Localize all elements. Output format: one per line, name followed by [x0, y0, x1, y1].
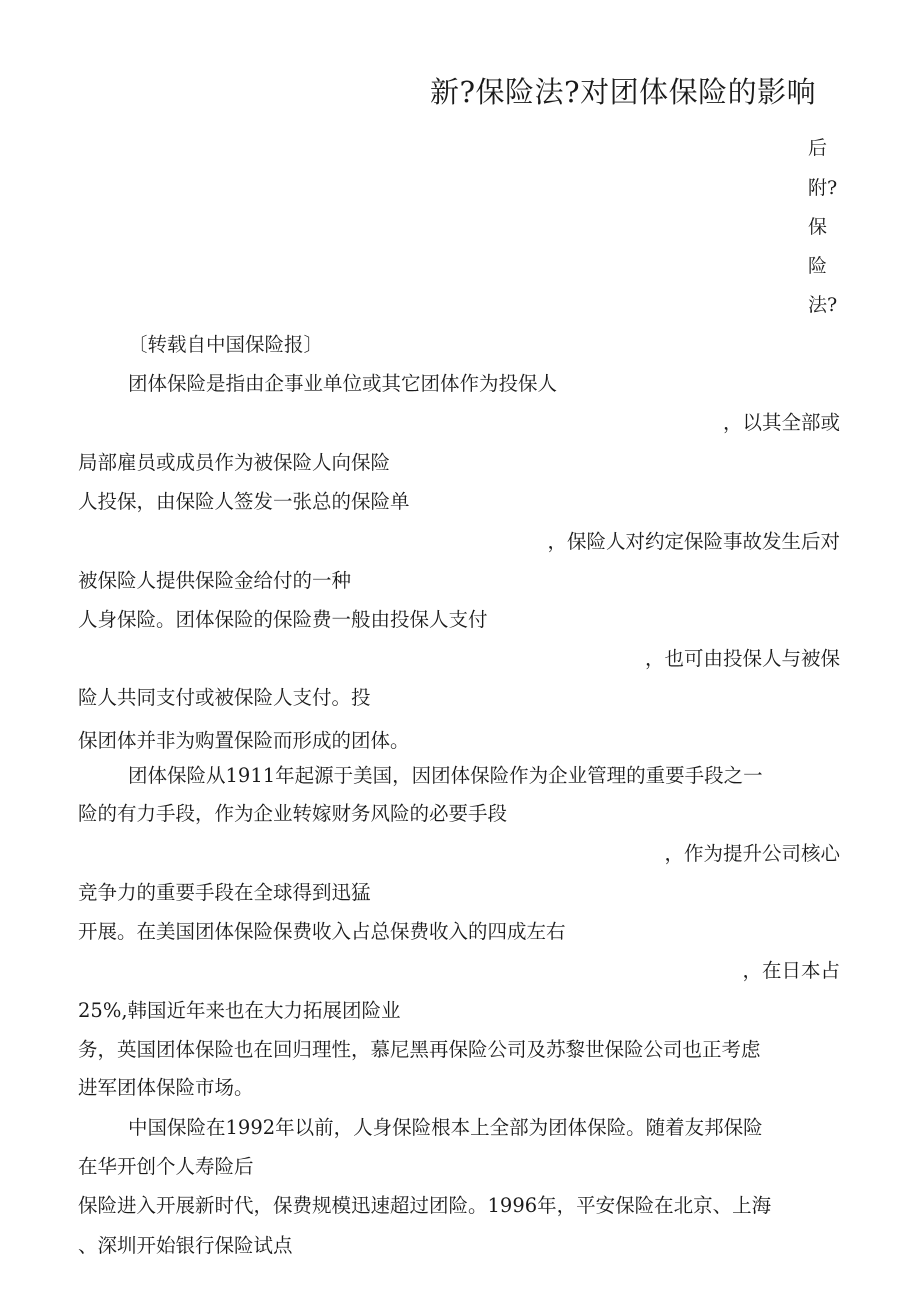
- paragraph-line: 在华开创个人寿险后: [78, 1155, 254, 1178]
- paragraph-line: 团体保险从1911年起源于美国，因团体保险作为企业管理的重要手段之一: [128, 764, 763, 787]
- source-note: 〔转载自中国保险报〕: [128, 333, 324, 356]
- paragraph-line: 竞争力的重要手段在全球得到迅猛: [78, 881, 371, 904]
- side-vertical-char: 保: [808, 216, 828, 238]
- paragraph-line: ，作为提升公司核心: [664, 842, 840, 865]
- document-title: 新?保险法?对团体保险的影响: [430, 75, 817, 109]
- paragraph-line: ，以其全部或: [722, 411, 840, 434]
- paragraph-line: 保团体并非为购置保险而形成的团体。: [78, 729, 410, 752]
- paragraph-line: 开展。在美国团体保险保费收入占总保费收入的四成左右: [78, 920, 566, 943]
- side-vertical-char: 附?: [808, 177, 838, 199]
- paragraph-line: 保险进入开展新时代，保费规模迅速超过团险。1996年，平安保险在北京、上海: [78, 1194, 772, 1217]
- paragraph-line: 人身保险。团体保险的保险费一般由投保人支付: [78, 608, 488, 631]
- paragraph-line: 、深圳开始银行保险试点: [78, 1234, 293, 1257]
- side-vertical-char: 险: [808, 255, 828, 277]
- paragraph-line: 险的有力手段，作为企业转嫁财务风险的必要手段: [78, 802, 508, 825]
- paragraph-line: 25%,韩国近年来也在大力拓展团险业: [78, 999, 401, 1022]
- paragraph-line: 中国保险在1992年以前，人身保险根本上全部为团体保险。随着友邦保险: [128, 1116, 763, 1139]
- paragraph-line: 进军团体保险市场。: [78, 1076, 254, 1099]
- side-vertical-char: 后: [808, 137, 828, 159]
- paragraph-line: ，保险人对约定保险事故发生后对: [547, 530, 840, 553]
- paragraph-line: 被保险人提供保险金给付的一种: [78, 569, 352, 592]
- paragraph-line: 团体保险是指由企事业单位或其它团体作为投保人: [128, 372, 558, 395]
- paragraph-line: 险人共同支付或被保险人支付。投: [78, 686, 371, 709]
- side-vertical-char: 法?: [808, 294, 838, 316]
- paragraph-line: ，在日本占: [742, 959, 840, 982]
- paragraph-line: 务，英国团体保险也在回归理性，慕尼黑再保险公司及苏黎世保险公司也正考虑: [78, 1038, 761, 1061]
- paragraph-line: 局部雇员或成员作为被保险人向保险: [78, 451, 391, 474]
- paragraph-line: 人投保，由保险人签发一张总的保险单: [78, 490, 410, 513]
- paragraph-line: ，也可由投保人与被保: [644, 647, 840, 670]
